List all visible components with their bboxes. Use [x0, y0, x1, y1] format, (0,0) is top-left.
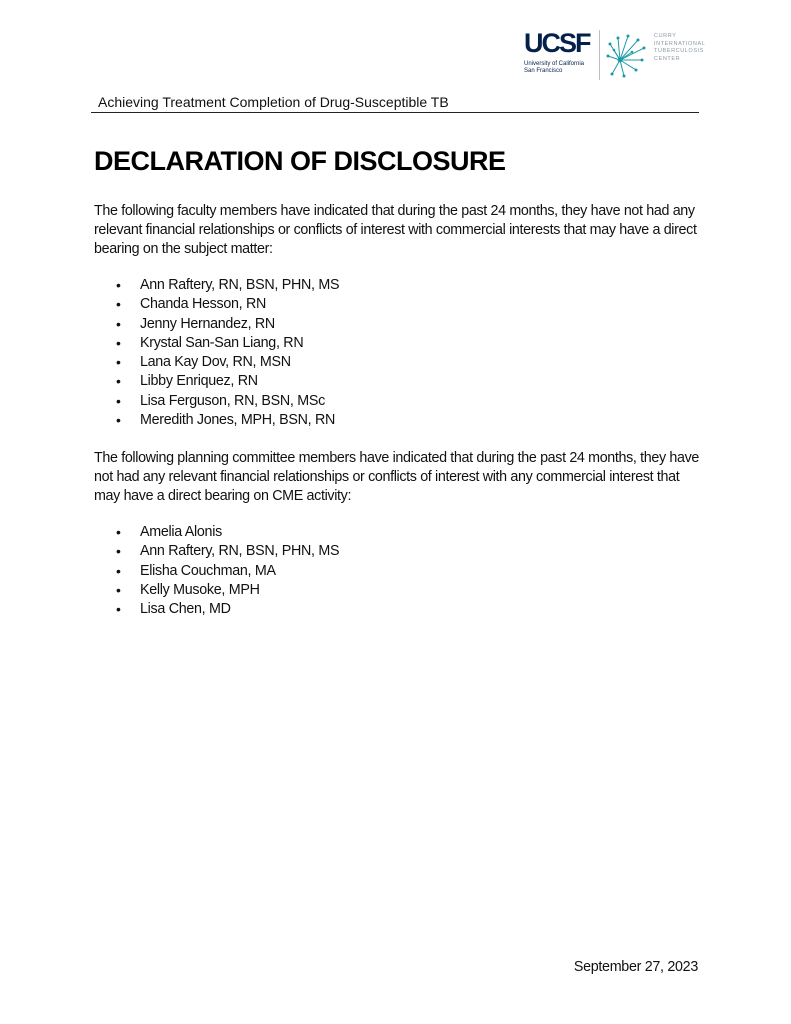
- list-item: [94, 353, 339, 372]
- logo-block: [522, 26, 712, 84]
- list-item: [94, 600, 339, 619]
- faculty-member: Lana Kay Dov, RN, MSN: [140, 354, 291, 371]
- faculty-member: Ann Raftery, RN, BSN, PHN, MS: [140, 277, 340, 293]
- faculty-member: Meredith Jones, MPH, BSN, RN: [140, 412, 335, 429]
- bullet: •: [116, 392, 121, 409]
- list-item: [94, 392, 339, 411]
- list-item: [94, 562, 339, 581]
- bullet: •: [116, 354, 121, 371]
- planning-committee-list: [94, 523, 339, 619]
- faculty-member: Lisa Ferguson, RN, BSN, MSc: [140, 392, 325, 409]
- faculty-member: Chanda Hesson, RN: [140, 296, 267, 313]
- bullet: •: [116, 334, 121, 351]
- list-item: [94, 372, 339, 391]
- list-item: [94, 542, 339, 561]
- committee-member: Amelia Alonis: [140, 524, 222, 540]
- bullet: •: [116, 543, 121, 560]
- faculty-list: [94, 276, 339, 430]
- ucsf-logo: [522, 26, 598, 82]
- bullet: •: [116, 581, 121, 598]
- header-rule: [91, 112, 699, 113]
- list-item: [94, 523, 339, 542]
- ucsf-wordmark: UCSF: [524, 28, 590, 58]
- list-item: [94, 276, 339, 295]
- committee-member: Kelly Musoke, MPH: [140, 581, 260, 598]
- committee-member: Ann Raftery, RN, BSN, PHN, MS: [140, 543, 340, 560]
- planning-committee-intro: The following planning committee members have indicated that during the past 24 months, they have not had any relevant financial relationships or conflicts of interest with any commercial interest that may have a direct bearing on CME activity:: [94, 450, 700, 505]
- bullet: •: [116, 296, 121, 313]
- list-item: [94, 581, 339, 600]
- curry-logo-text: CURRY INTERNATIONAL TUBERCULOSIS CENTER: [654, 33, 706, 62]
- bullet: •: [116, 524, 121, 540]
- logo-divider: [599, 30, 600, 80]
- bullet: •: [116, 412, 121, 429]
- bullet: •: [116, 373, 121, 390]
- bullet: •: [116, 277, 121, 293]
- list-item: [94, 295, 339, 314]
- faculty-member: Jenny Hernandez, RN: [140, 315, 275, 332]
- faculty-member: Krystal San-San Liang, RN: [140, 334, 304, 351]
- bullet: •: [116, 315, 121, 332]
- document-header: Achieving Treatment Completion of Drug-Susceptible TB: [98, 94, 449, 110]
- ucsf-subtitle: University of California San Francisco: [524, 61, 585, 74]
- committee-member: Elisha Couchman, MA: [140, 562, 276, 579]
- bullet: •: [116, 601, 121, 618]
- page-title: DECLARATION OF DISCLOSURE: [94, 146, 506, 176]
- faculty-intro: The following faculty members have indicated that during the past 24 months, they have not had any relevant financial relationships or conflicts of interest with commercial interests that may have a direct bearing on the subject matter:: [94, 203, 697, 258]
- committee-member: Lisa Chen, MD: [140, 601, 231, 618]
- faculty-member: Libby Enriquez, RN: [140, 373, 258, 390]
- document-date: September 27, 2023: [573, 959, 698, 975]
- list-item: [94, 411, 339, 430]
- list-item: [94, 315, 339, 334]
- bullet: •: [116, 562, 121, 579]
- list-item: [94, 334, 339, 353]
- dandelion-burst-icon: [606, 30, 648, 78]
